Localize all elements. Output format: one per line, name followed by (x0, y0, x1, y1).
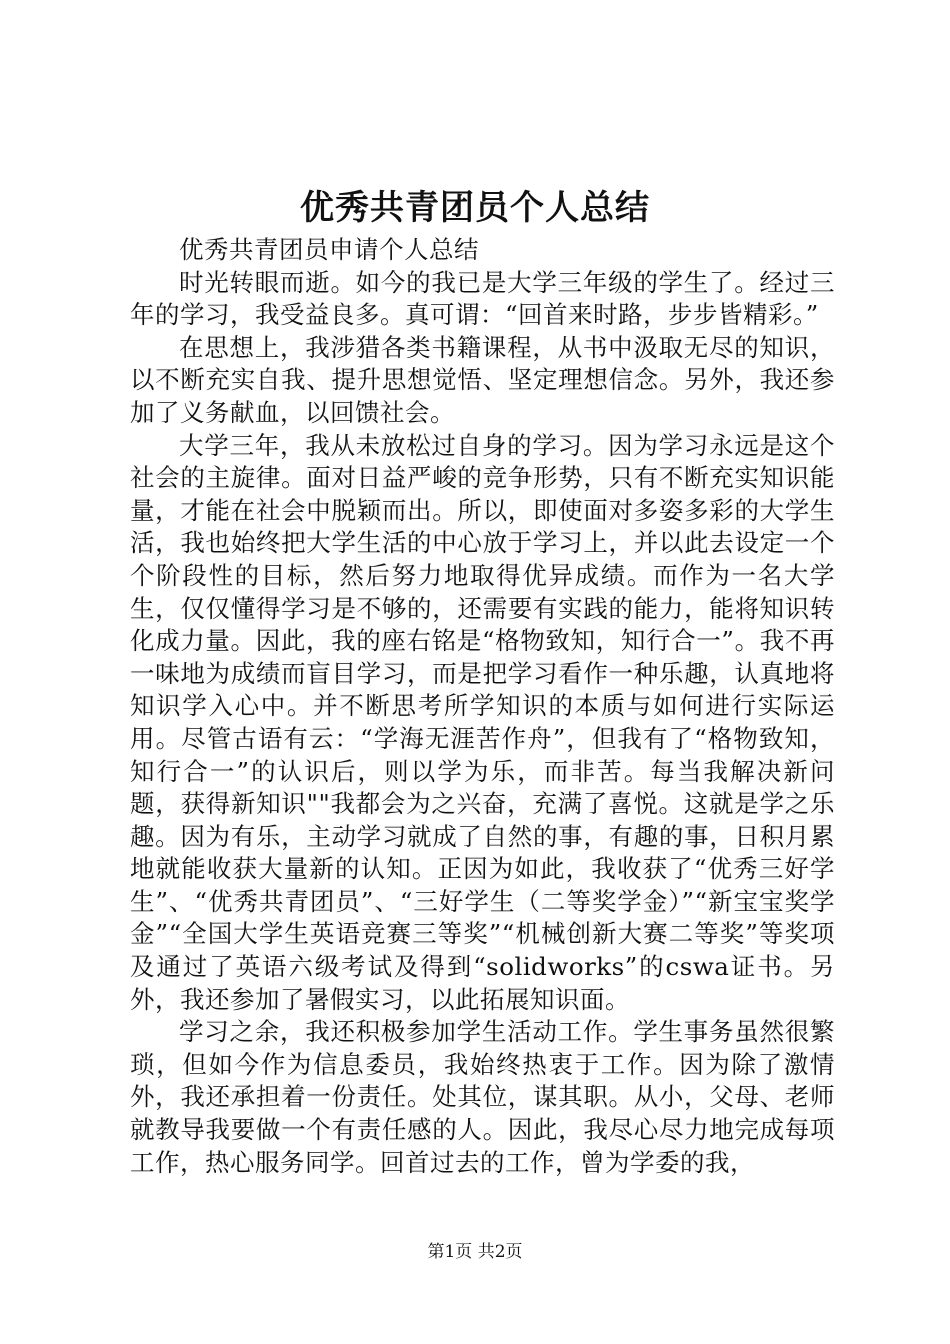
paragraph-subtitle: 优秀共青团员申请个人总结 (179, 235, 479, 264)
paragraph-activities: 学习之余，我还积极参加学生活动工作。学生事务虽然很繁琐，但如今作为信息委员，我始终热衷于工作。因为除了激情外，我还承担着一份责任。处其位，谋其职。从小，父母、老师就教导我要做一个有责任感的人。因此，我尽心尽力地完成每项工作，热心服务同学。回首过去的工作，曾为学委的我， (130, 1017, 835, 1177)
paragraph-thought: 在思想上，我涉猎各类书籍课程，从书中汲取无尽的知识，以不断充实自我、提升思想觉悟、坚定理想信念。另外，我还参加了义务献血，以回馈社会。 (130, 332, 835, 427)
document-body (130, 234, 835, 1179)
document-title: 优秀共青团员个人总结 (300, 188, 650, 228)
page-footer: 第1页 共2页 (427, 1242, 523, 1262)
paragraph-study: 大学三年，我从未放松过自身的学习。因为学习永远是这个社会的主旋律。面对日益严峻的竞争形势，只有不断充实知识能量，才能在社会中脱颖而出。所以，即使面对多姿多彩的大学生活，我也始终把大学生活的中心放于学习上，并以此去设定一个个阶段性的目标，然后努力地取得优异成绩。而作为一名大学生，仅仅懂得学习是不够的，还需要有实践的能力，能将知识转化成力量。因此，我的座右铭是“格物致知，知行合一”。我不再一味地为成绩而盲目学习，而是把学习看作一种乐趣，认真地将知识学入心中。并不断思考所学知识的本质与如何进行实际运用。尽管古语有云：“学海无涯苦作舟”，但我有了“格物致知，知行合一”的认识后，则以学为乐，而非苦。每当我解决新问题，获得新知识""我都会为之兴奋，充满了喜悦。这就是学之乐趣。因为有乐，主动学习就成了自然的事，有趣的事，日积月累地就能收获大量新的认知。正因为如此，我收获了“优秀三好学生”、“优秀共青团员”、“三好学生（二等奖学金）”“新宝宝奖学金”“全国大学生英语竞赛三等奖”“机械创新大赛二等奖”等奖项及通过了英语六级考试及得到“solidworks”的cswa证书。另外，我还参加了暑假实习，以此拓展知识面。 (130, 430, 835, 1014)
paragraph-intro: 时光转眼而逝。如今的我已是大学三年级的学生了。经过三年的学习，我受益良多。真可谓：“回首来时路，步步皆精彩。” (130, 267, 835, 330)
